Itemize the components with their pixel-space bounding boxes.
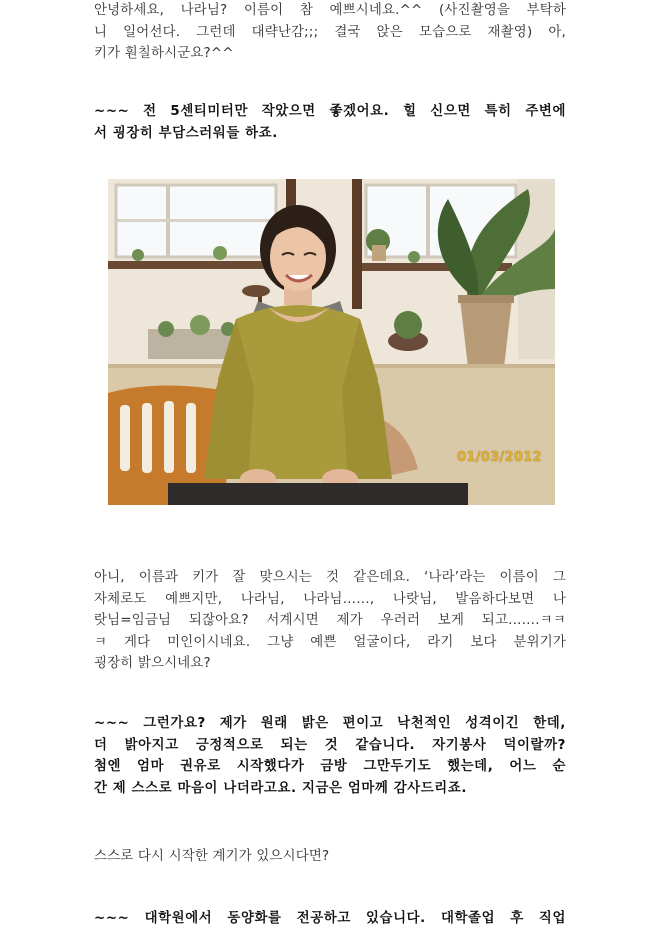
- answer-paragraph-3: [94, 908, 566, 930]
- text-line: 자체로도 예쁘지만, 나라님, 나라님……, 나랏님, 발음하다보면 나: [94, 591, 566, 607]
- text-line: 랏님=임금님 되잖아요? 서계시면 제가 우러러 보게 되고…….ㅋㅋ: [94, 613, 566, 628]
- text-line: 서 굉장히 부담스러워들 하죠.: [94, 125, 278, 141]
- text-line: 첨엔 엄마 권유로 시작했다가 금방 그만두기도 했는데, 어느 순: [94, 759, 566, 774]
- answer-paragraph-1: [94, 101, 566, 144]
- text-line: 아니, 이름과 키가 잘 맞으시는 것 같은데요. ‘나라’라는 이름이 그: [94, 570, 566, 585]
- text-line: 간 제 스스로 마음이 나더라고요. 지금은 엄마께 감사드리죠.: [94, 780, 468, 796]
- text-line: 스스로 다시 시작한 계기가 있으시다면?: [94, 849, 330, 864]
- text-line: 더 밝아지고 긍정적으로 되는 것 같습니다. 자기봉사 덕이랄까?: [94, 737, 566, 753]
- question-paragraph-3: [94, 846, 566, 868]
- text-line: 키가 훤칠하시군요?^^: [94, 46, 234, 61]
- text-line: 안녕하세요, 나라님? 이름이 참 예쁘시네요.^^ (사진촬영을 부탁하: [94, 3, 566, 18]
- text-line: 니 일어선다. 그런데 대략난감;;; 결국 앉은 모습으로 재촬영) 아,: [94, 24, 566, 40]
- text-line: ~~~ 전 5센티미터만 작았으면 좋겠어요. 힐 신으면 특히 주변에: [94, 104, 566, 119]
- text-line: ㅋ 게다 미인이시네요. 그냥 예쁜 얼굴이다, 라기 보다 분위기가: [94, 634, 566, 650]
- text-line: ~~~ 대학원에서 동양화를 전공하고 있습니다. 대학졸업 후 직업: [94, 911, 566, 926]
- question-paragraph-1: [94, 0, 566, 65]
- text-line: ~~~ 그런가요? 제가 원래 밝은 편이고 낙천적인 성격이긴 한데,: [94, 716, 566, 731]
- answer-paragraph-2: [94, 713, 566, 799]
- text-line: 굉장히 밝으시네요?: [94, 656, 211, 671]
- interview-photo: [108, 179, 555, 505]
- photo-date-stamp: 01/03/2012: [457, 450, 542, 465]
- question-paragraph-2: [94, 567, 566, 675]
